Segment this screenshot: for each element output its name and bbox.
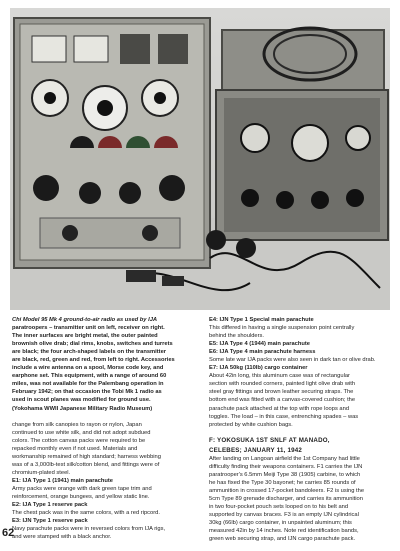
caption-line: used in scout planes was modified for ground use. [12,397,151,404]
body-line: About 42in long, this aluminum case was of rectangular [209,373,350,380]
page-number: 62 [2,527,15,539]
caption-line: Chi Model 95 Mk 4 ground-to-air radio as used by IJA [12,317,158,323]
left-column [12,316,202,541]
body-line: After landing on Langoan airfield the 1st Company had little [209,455,360,462]
receiver-unit [216,30,388,240]
section-heading-e6: E6: IJA Type 4 main parachute harness [209,349,316,356]
transmitter-unit [14,18,210,268]
body-line: in two four-pocket pouch sets looped on to his belt and [209,504,349,511]
caption-line: earphone set. This equipment, with a range of around 60 [12,373,167,380]
plate-heading-f: F: YOKOSUKA 1ST SNLF AT MANADO, [209,436,330,444]
caption-line: paratroopers – transmitter unit on left, receiver on right. [12,325,165,332]
body-paragraph [12,421,202,477]
section-heading-e4: E4: IJN Type 1 Special main parachute [209,317,314,323]
caption-line: brownish olive drab; dial rims, knobs, switches and turrets [12,341,173,348]
body-line: Army packs were orange with dark green tape trim and [12,485,152,492]
section-heading-e7: E7: IJA 50kg (110lb) cargo container [209,365,308,372]
caption-line: (Yokohama WWII Japanese Military Radio Museum) [12,405,153,412]
caption-line: The inner surfaces are bright metal, the outer painted [12,333,158,340]
body-line: paratrooper's 6.5mm Meiji Type 38 (1905) carbine, to which [209,471,361,478]
body-line: 30kg (66lb) cargo container, in unpainted aluminum; this [209,520,352,527]
body-line: change from silk canopies to rayon or nylon, Japan [12,421,142,428]
body-line: measured 42in by 14 inches. Note red identification bands, [209,528,359,535]
section-heading-e3: E3: IJN Type 1 reserve pack [12,518,88,525]
body-line: The chest pack was in the same colors, with a red ripcord. [12,510,160,517]
radio-equipment-photo [10,8,390,310]
body-line: he has fixed the Type 30 bayonet; he carries 85 rounds of [209,479,356,486]
body-line: steel gray fittings and brown leather securing straps. The [209,389,354,396]
body-line: difficulty finding their weapons containers. F1 carries the IJN [209,463,363,470]
caption-line: miles, was not available for the Palembang operation in [12,381,164,388]
body-line: continued to use white silk, and did not adopt subdued [12,429,151,436]
body-line: bottom end was fitted with a canvas-covered cushion; the [209,397,356,404]
body-line: section with rounded corners, painted light olive drab with [209,381,356,388]
body-line: colors. The cotton canvas packs were required to be [12,437,146,444]
body-line: repacked monthly even if not used. Materials and [12,445,138,452]
body-line: Some late war IJA packs were also seen in dark tan or olive drab. [209,357,376,364]
body-line: workmanship remained of high standard; harness webbing [12,453,161,460]
section-heading-e2: E2: IJA Type 1 reserve pack [12,502,88,509]
body-line: Navy parachute packs were in reversed colors from IJA rigs, [12,526,166,533]
body-line: 5cm Type 89 grenade discharger, and carries its ammunition [209,495,363,502]
right-column [209,316,393,543]
body-line: parachute pack attached at the top with rope loops and [209,405,350,412]
body-line: chromium-plated steel. [12,469,71,476]
radio-photo-illustration [10,8,390,310]
body-line: reinforcement, orange bungees, and yellow static line. [12,493,150,500]
body-line: and were stamped with a black anchor. [12,534,112,541]
body-line: This differed in having a single suspension point centrally [209,325,355,332]
caption-line: February 1942; on that occasion the Tobi Mk 1 radio as [12,389,162,396]
caption-line: include a wire antenna on a spool, Morse code key, and [12,365,164,372]
photo-caption [12,316,202,413]
body-line: protected by white cushion bags. [209,421,293,428]
body-line: green web securing strap, and IJN cargo parachute pack. [209,536,356,543]
section-heading-e5: E5: IJA Type 4 (1944) main parachute [209,341,310,348]
plate-heading-f: CELEBES; JANUARY 11, 1942 [209,446,303,454]
body-line: behind the shoulders. [209,333,264,340]
body-line: toggles. The load – in this case, entrenching spades – was [209,413,359,420]
body-line: supported by canvas braces. F3 is an empty IJN cylindrical [209,512,359,519]
section-heading-e1: E1: IJA Type 1 (1941) main parachute [12,477,113,484]
caption-line: are black, red, green and red, from left to right. Accessories [12,357,175,364]
body-line: was of a 3,000lb-test silk/cotton blend, and fittings were of [12,461,160,468]
body-line: ammunition in crossed 17-pocket bandoleers. F2 is using the [209,487,365,494]
caption-line: are black; the four arch-shaped labels on the transmitter [12,349,167,356]
